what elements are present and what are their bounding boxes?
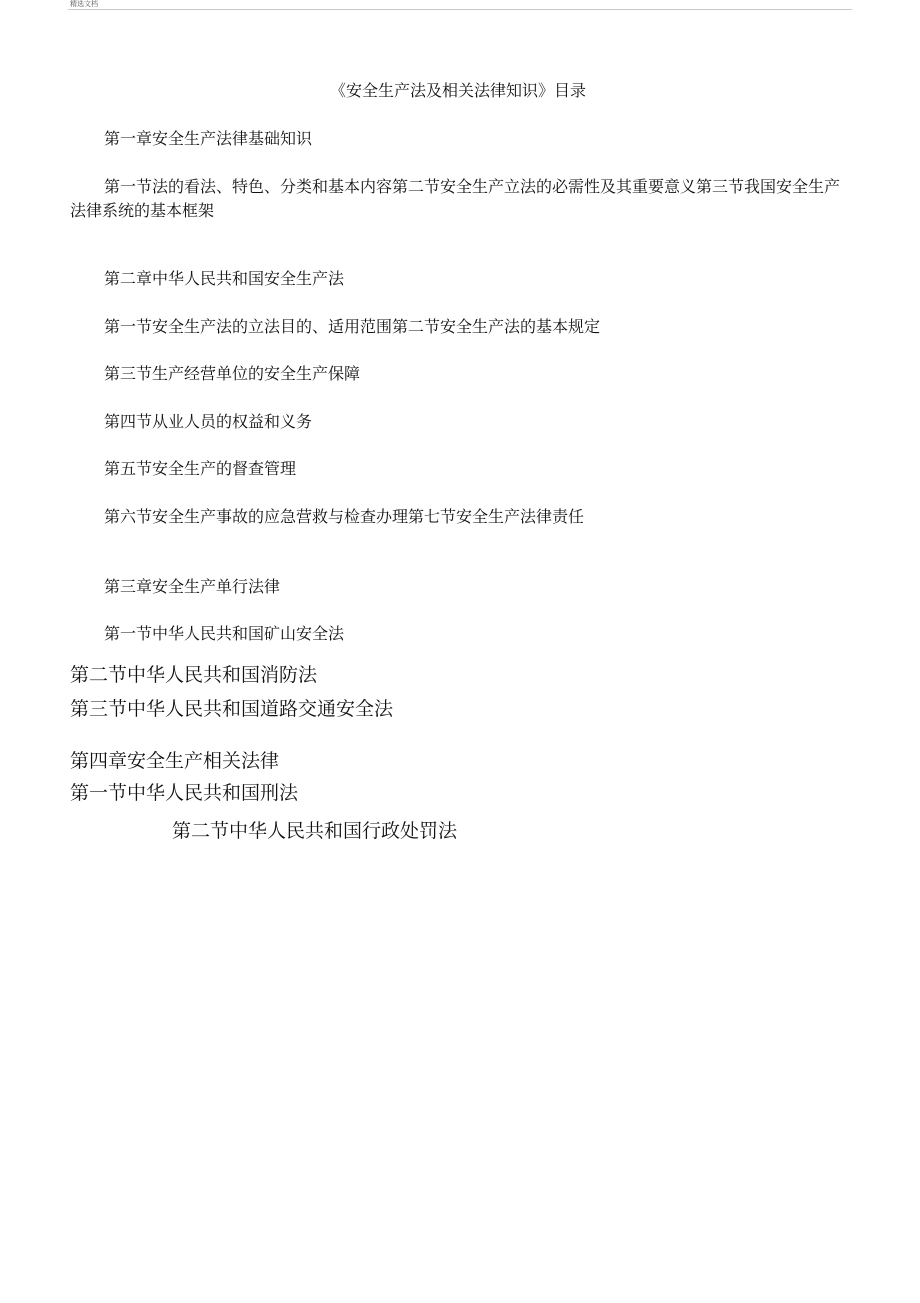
chapter-3-section-3: 第三节中华人民共和国道路交通安全法 (70, 698, 394, 720)
header-label: 精选文档 (70, 0, 98, 8)
chapter-3-heading: 第三章安全生产单行法律 (104, 577, 281, 596)
chapter-1-heading: 第一章安全生产法律基础知识 (104, 129, 313, 148)
chapter-2-section-4: 第四节从业人员的权益和义务 (104, 412, 313, 431)
chapter-4-section-1: 第一节中华人民共和国刑法 (70, 782, 299, 804)
chapter-2-section-1-2: 第一节安全生产法的立法目的、适用范围第二节安全生产法的基本规定 (104, 317, 601, 336)
chapter-4-section-2: 第二节中华人民共和国行政处罚法 (172, 820, 458, 842)
document-title: 《安全生产法及相关法律知识》目录 (330, 81, 587, 100)
chapter-2-section-6-7: 第六节安全生产事故的应急营救与检查办理第七节安全生产法律责任 (104, 507, 585, 526)
header-divider (68, 9, 852, 10)
chapter-1-sections: 第一节法的看法、特色、分类和基本内容第二节安全生产立法的必需性及其重要意义第三节我国安全生产法律系统的基本框架 (70, 177, 841, 220)
chapter-4-heading: 第四章安全生产相关法律 (70, 750, 280, 772)
chapter-2-section-5: 第五节安全生产的督查管理 (104, 459, 297, 478)
chapter-3-section-1: 第一节中华人民共和国矿山安全法 (104, 624, 345, 643)
chapter-3-section-2: 第二节中华人民共和国消防法 (70, 664, 318, 686)
chapter-2-section-3: 第三节生产经营单位的安全生产保障 (104, 364, 361, 383)
chapter-2-heading: 第二章中华人民共和国安全生产法 (104, 269, 345, 288)
